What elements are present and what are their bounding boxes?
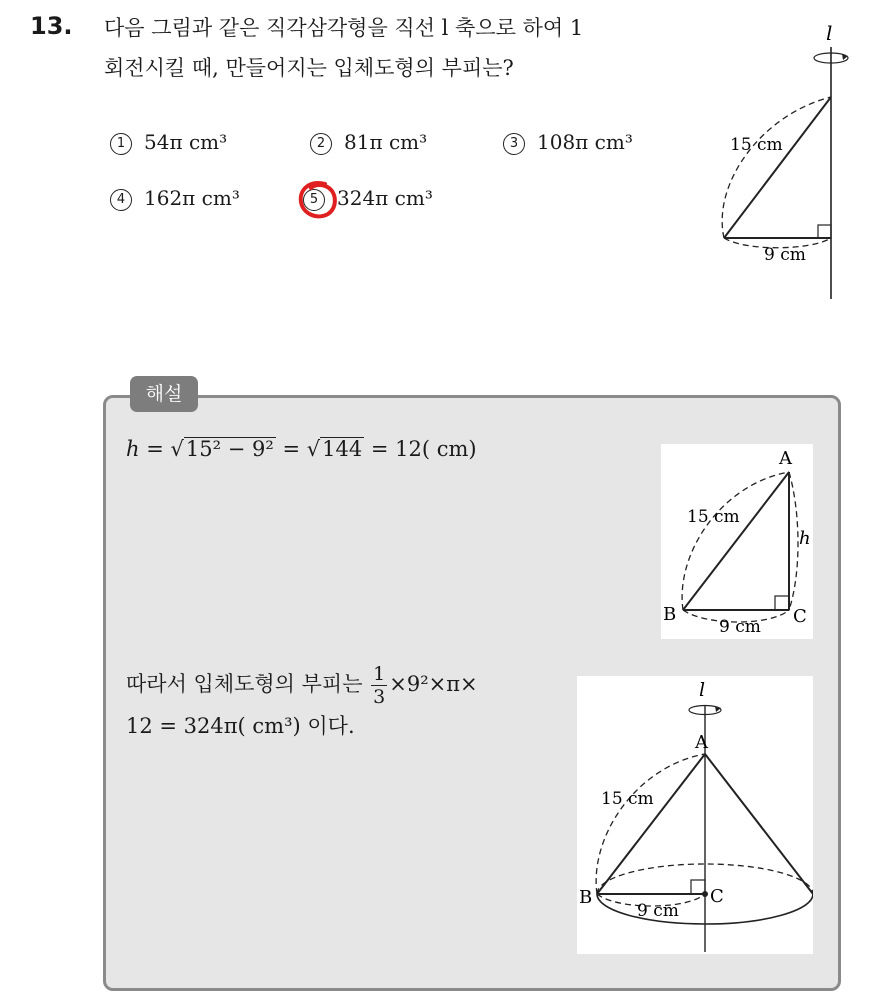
answer-circle-mark <box>295 178 343 224</box>
volume-statement-line-1: 따라서 입체도형의 부피는 $\frac{1}{3}$ ×9²×π× <box>126 663 478 708</box>
right-angle-marker <box>818 225 831 238</box>
svg-text:h: h <box>799 528 811 549</box>
base-label: 9 cm <box>764 245 806 265</box>
option-number-marker: 5 <box>303 189 325 211</box>
option-3[interactable] <box>503 130 633 155</box>
option-text: 324π cm³ <box>337 186 433 210</box>
option-text: 162π cm³ <box>144 186 240 210</box>
solution-triangle-figure <box>661 444 813 639</box>
svg-text:l: l <box>699 679 706 701</box>
height-equation: h = √15² − 9² = √144 = 12( cm) <box>126 437 477 461</box>
svg-text:A: A <box>779 448 792 469</box>
svg-text:B: B <box>579 887 593 908</box>
option-text: 108π cm³ <box>537 130 633 154</box>
option-text: 54π cm³ <box>144 130 228 154</box>
svg-text:15 cm: 15 cm <box>601 789 654 809</box>
svg-text:A: A <box>695 732 708 753</box>
svg-text:C: C <box>710 886 724 907</box>
option-number-marker: 3 <box>503 133 525 155</box>
option-4[interactable] <box>110 186 240 211</box>
option-number-marker: 4 <box>110 189 132 211</box>
svg-text:B: B <box>663 604 677 625</box>
axis-label: l <box>826 21 833 45</box>
option-number-marker: 2 <box>310 133 332 155</box>
hypotenuse-label: 15 cm <box>730 135 783 155</box>
volume-statement-line-2: 12 = 324π( cm³) 이다. <box>126 714 355 738</box>
solution-tag: 해설 <box>130 376 198 412</box>
svg-text:C: C <box>793 606 807 627</box>
question-text-line-2: 회전시킬 때, 만들어지는 입체도형의 부피는? <box>104 56 514 80</box>
option-2[interactable] <box>310 130 427 155</box>
question-text-line-1: 다음 그림과 같은 직각삼각형을 직선 l 축으로 하여 1 <box>104 16 584 40</box>
solution-cone-figure <box>577 676 813 954</box>
question-figure <box>700 15 870 305</box>
option-1[interactable] <box>110 130 227 155</box>
fraction-one-third: $\frac{1}{3}$ <box>373 663 386 708</box>
option-text: 81π cm³ <box>344 130 428 154</box>
question-number: 13. <box>30 12 73 40</box>
svg-text:9 cm: 9 cm <box>637 901 679 921</box>
option-number-marker: 1 <box>110 133 132 155</box>
svg-text:9 cm: 9 cm <box>719 617 761 637</box>
svg-text:15 cm: 15 cm <box>687 507 740 527</box>
